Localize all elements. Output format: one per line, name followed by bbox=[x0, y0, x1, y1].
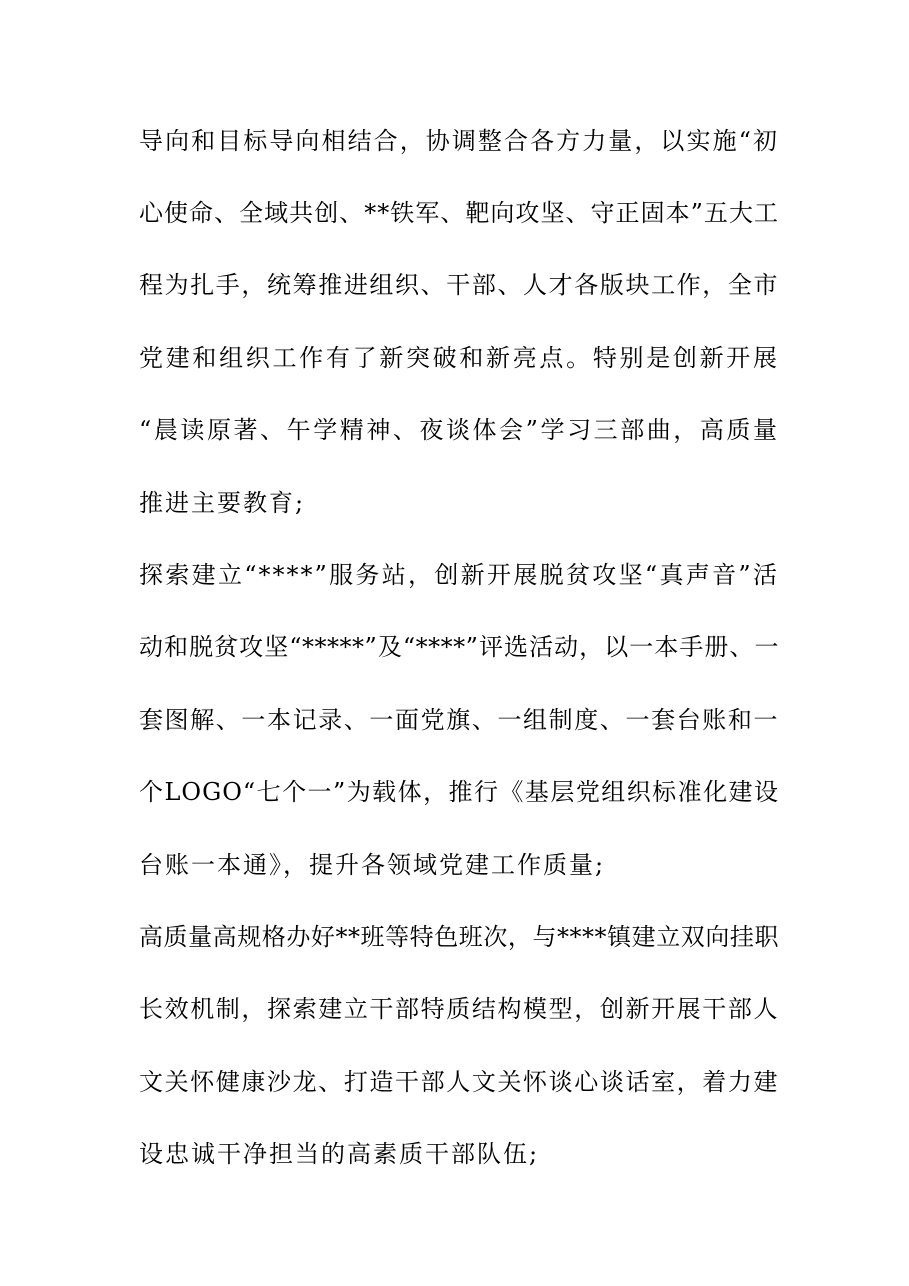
text-line: 动和脱贫攻坚“*****”及“****”评选活动，以一本手册、一 bbox=[139, 633, 779, 661]
text-line-last: 台账一本通》，提升各领域党建工作质量; bbox=[139, 851, 606, 879]
text-line-last: 设忠诚干净担当的高素质干部队伍; bbox=[139, 1140, 540, 1168]
text-line: 个LOGO“七个一”为载体，推行《基层党组织标准化建设 bbox=[139, 778, 779, 806]
text-line: 文关怀健康沙龙、打造干部人文关怀谈心谈话室，着力建 bbox=[139, 1068, 779, 1096]
text-line: 心使命、全域共创、**铁军、靶向攻坚、守正固本”五大工 bbox=[139, 199, 779, 227]
text-line: 长效机制，探索建立干部特质结构模型，创新开展干部人 bbox=[139, 995, 779, 1023]
text-line: 程为扎手，统筹推进组织、干部、人才各版块工作，全市 bbox=[139, 271, 779, 299]
text-line: 高质量高规格办好**班等特色班次，与****镇建立双向挂职 bbox=[139, 923, 779, 951]
text-line: 套图解、一本记录、一面党旗、一组制度、一套台账和一 bbox=[139, 706, 779, 734]
text-line: “晨读原著、午学精神、夜谈体会”学习三部曲，高质量 bbox=[139, 416, 779, 444]
text-line: 党建和组织工作有了新突破和新亮点。特别是创新开展 bbox=[139, 344, 779, 372]
text-line-last: 推进主要教育; bbox=[139, 489, 306, 517]
text-line: 导向和目标导向相结合，协调整合各方力量，以实施“初 bbox=[139, 127, 779, 155]
text-line: 探索建立“****”服务站，创新开展脱贫攻坚“真声音”活 bbox=[139, 561, 779, 589]
